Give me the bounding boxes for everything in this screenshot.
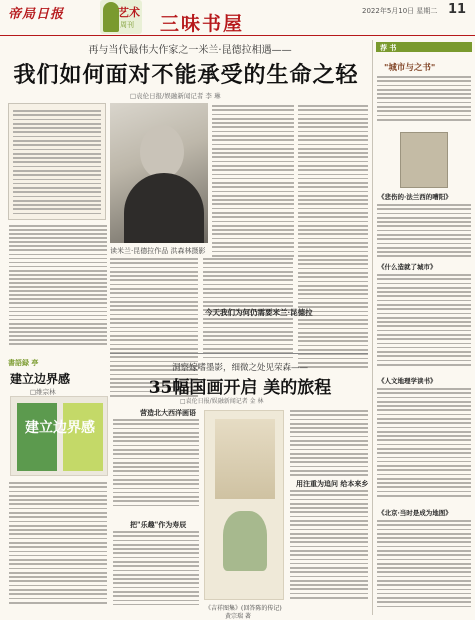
sidebar-title-2: 《悲伤的·法兰西的嘈阳》	[378, 193, 452, 201]
feature-painting	[204, 410, 284, 600]
photo-caption: 读米兰·昆德拉作品 洪森林摄影	[110, 247, 206, 255]
feature-column-4	[290, 490, 368, 599]
sidebar-title-3: 《什么造就了城市》	[378, 263, 437, 271]
article-column-2	[212, 105, 294, 257]
newspaper-logo: 帝局日报	[8, 7, 65, 22]
painting-author: 黄宗瑞 著	[225, 613, 251, 620]
sidebar-rule	[372, 40, 373, 615]
article-column-3	[298, 105, 368, 368]
sidebar-body-5	[377, 520, 471, 607]
left-article-body	[9, 482, 107, 604]
page-title: 三味书屋	[160, 13, 245, 35]
painting-caption: 《吉祥图集》(回答陈的传记)	[205, 605, 282, 612]
intro-box	[8, 103, 106, 220]
issue-date: 2022年5月10日 星期二	[362, 7, 438, 15]
sidebar-title-5: 《北京·当时是成为地图》	[378, 509, 452, 517]
feature-column-2	[113, 531, 199, 605]
article-kicker: 再与当代最伟大作家之一米兰·昆德拉相遇——	[88, 45, 292, 56]
article-byline: □袁伦日报/娱融新闻记者 李 琳	[130, 92, 221, 100]
section-divider	[110, 353, 368, 354]
feature-headline: 35幅国画开启 美的旅程	[148, 378, 332, 398]
masthead-rule	[0, 35, 475, 36]
sidebar-body-2	[377, 204, 471, 257]
author-photo	[110, 103, 208, 243]
feature-column-3	[290, 410, 368, 476]
sidebar-book-image-1	[400, 132, 448, 188]
feature-subhead-2: 把"乐趣"作为寿辰	[130, 520, 187, 529]
sidebar-title-4: 《人文地理学读书》	[378, 377, 437, 385]
feature-kicker: 洞察嫁嗜墨影，细微之处见荣森——	[171, 363, 308, 373]
left-article-author: □维宗林	[30, 388, 56, 396]
sidebar-label-text: 荐 书	[380, 44, 397, 52]
leaf-icon	[103, 2, 119, 32]
article-headline: 我们如何面对不能承受的生命之轻	[13, 62, 359, 88]
feature-subhead-1: 营造北大西洋画语	[140, 408, 196, 417]
page-number: 11	[448, 2, 467, 17]
left-section-label: 書語録 亭	[8, 358, 39, 367]
section-badge-text: 艺术	[118, 6, 140, 19]
sidebar-title-1: "城市与之书"	[384, 63, 436, 73]
sidebar-body-1	[377, 76, 471, 121]
feature-byline: □袁伦日报/娱融新闻记者 金 林	[180, 398, 264, 405]
section-badge	[100, 0, 142, 34]
article-subhead-1: 今天我们为何仍需要米兰·昆德拉	[205, 308, 313, 317]
feature-subhead-3: 用注重为追问 给本来乡	[296, 479, 369, 488]
book-cover-title: 建立边界感	[25, 420, 95, 436]
section-badge-sub: 周刊	[120, 21, 134, 29]
feature-column-1	[113, 419, 199, 506]
left-article-title: 建立边界感	[10, 372, 71, 386]
article-column-1	[9, 225, 107, 345]
book-cover-image	[10, 396, 108, 476]
sidebar-body-4	[377, 388, 471, 497]
sidebar-body-3	[377, 274, 471, 366]
